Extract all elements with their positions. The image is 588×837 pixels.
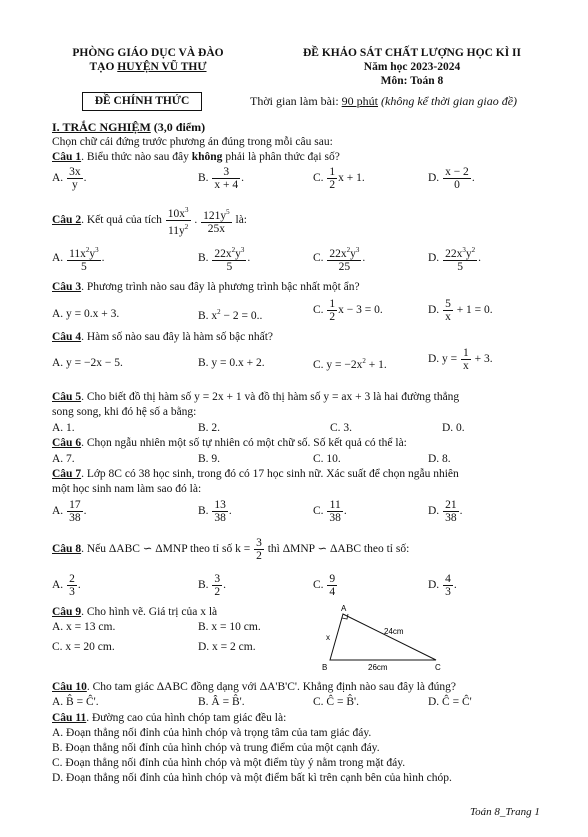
- q10-option-b[interactable]: B. Â = B̂'.: [198, 696, 245, 708]
- q3-option-a[interactable]: A. y = 0.x + 3.: [52, 308, 120, 320]
- q7-option-d[interactable]: D. $\frac{21}{38}$ .: [428, 499, 463, 524]
- question-4: Câu 4. Hàm số nào sau đây là hàm số bậc nhất?: [52, 331, 274, 343]
- q6-option-c[interactable]: C. 10.: [313, 453, 341, 465]
- q9-option-d[interactable]: D. x = 2 cm.: [198, 641, 256, 653]
- q2-option-d[interactable]: D. $\frac{22x^3y^2}{5}$ .: [428, 246, 481, 273]
- page-footer: Toán 8_Trang 1: [470, 806, 540, 818]
- question-6: Câu 6. Chọn ngẫu nhiên một số tự nhiên có một chữ số. Số kết quả có thể là:: [52, 437, 407, 449]
- q8-option-b[interactable]: B. $\frac{3}{2}$ .: [198, 573, 227, 598]
- department-line2: TẠO HUYỆN VŨ THƯ: [89, 61, 207, 73]
- q3-option-b[interactable]: B. $x^2 - 2 = 0$..: [198, 308, 263, 322]
- q5-option-d[interactable]: D. 0.: [442, 422, 465, 434]
- q8-option-a[interactable]: A. $\frac{2}{3}$ .: [52, 573, 81, 598]
- side-bc-label: 26cm: [368, 663, 388, 672]
- question-3: Câu 3. Phương trình nào sau đây là phương trình bậc nhất một ẩn?: [52, 281, 360, 293]
- district-name: HUYỆN VŨ THƯ: [117, 61, 207, 73]
- q3-option-c[interactable]: C. $\frac{1}{2}$ x − 3 = 0.: [313, 298, 383, 323]
- section-instruction: Chọn chữ cái đứng trước phương án đúng trong mỗi câu sau:: [52, 136, 333, 148]
- q11-option-b[interactable]: B. Đoạn thẳng nối đỉnh của hình chóp và trung điểm của một cạnh đáy.: [52, 742, 380, 754]
- time-value: 90 phút: [341, 94, 379, 108]
- q2-option-a[interactable]: A. $\frac{11x^2y^3}{5}$ .: [52, 246, 105, 273]
- q1-option-d[interactable]: D. $\frac{x - 2}{0}$ .: [428, 166, 475, 191]
- vertex-a-label: A: [341, 604, 347, 613]
- exam-title: ĐỀ KHẢO SÁT CHẤT LƯỢNG HỌC KÌ II: [302, 47, 521, 59]
- question-5-line2: song song, khi đó hệ số a bằng:: [52, 406, 197, 418]
- q7-option-b[interactable]: B. $\frac{13}{38}$ .: [198, 499, 232, 524]
- q11-option-a[interactable]: A. Đoạn thẳng nối đỉnh của hình chóp và trọng tâm của tam giác đáy.: [52, 727, 372, 739]
- official-badge: ĐỀ CHÍNH THỨC: [82, 92, 202, 111]
- question-9: Câu 9. Cho hình vẽ. Giá trị của x là: [52, 606, 218, 618]
- q6-option-a[interactable]: A. 7.: [52, 453, 75, 465]
- q1-option-c[interactable]: C. $\frac{1}{2}$ x + 1.: [313, 166, 365, 191]
- triangle-figure: [318, 604, 448, 672]
- q2-option-b[interactable]: B. $\frac{22x^2y^3}{5}$ .: [198, 246, 251, 273]
- q3-option-d[interactable]: D. $\frac{5}{x}$ + 1 = 0.: [428, 298, 493, 323]
- q10-option-d[interactable]: D. Ĉ = Ĉ': [428, 696, 472, 708]
- q5-option-a[interactable]: A. 1.: [52, 422, 75, 434]
- department-line1: PHÒNG GIÁO DỤC VÀ ĐÀO: [72, 47, 224, 59]
- q1-option-a[interactable]: A. $\frac{3x}{y}$ .: [52, 166, 87, 191]
- q7-option-a[interactable]: A. $\frac{17}{38}$ .: [52, 499, 87, 524]
- q9-option-c[interactable]: C. x = 20 cm.: [52, 641, 115, 653]
- time-limit: Thời gian làm bài: 90 phút (không kể thời gian giao đề): [250, 94, 518, 108]
- q5-option-c[interactable]: C. 3.: [330, 422, 353, 434]
- q4-option-c[interactable]: C. $y = -2x^2 + 1$.: [313, 357, 387, 371]
- q10-option-c[interactable]: C. Ĉ = B̂'.: [313, 696, 359, 708]
- q7-option-c[interactable]: C. $\frac{11}{38}$ .: [313, 499, 347, 524]
- q11-option-c[interactable]: C. Đoạn thẳng nối đỉnh của hình chóp và một điểm tùy ý nằm trong mặt đáy.: [52, 757, 406, 769]
- q6-option-d[interactable]: D. 8.: [428, 453, 451, 465]
- vertex-b-label: B: [322, 663, 328, 672]
- q9-option-b[interactable]: B. x = 10 cm.: [198, 621, 261, 633]
- question-7: Câu 7. Lớp 8C có 38 học sinh, trong đó có 17 học sinh nữ. Xác suất để chọn ngẫu nhiên: [52, 468, 459, 480]
- side-ab-label: x: [326, 633, 330, 642]
- question-11: Câu 11. Đường cao của hình chóp tam giác đều là:: [52, 712, 287, 724]
- q8-option-d[interactable]: D. $\frac{4}{3}$ .: [428, 573, 457, 598]
- question-10: Câu 10. Cho tam giác ΔABC đồng dạng với ΔA'B'C'. Khẳng định nào sau đây là đúng?: [52, 681, 456, 693]
- q4-option-d[interactable]: D. y = $\frac{1}{x}$ + 3.: [428, 347, 493, 372]
- q4-option-b[interactable]: B. y = 0.x + 2.: [198, 357, 265, 369]
- q10-option-a[interactable]: A. B̂ = Ĉ'.: [52, 696, 99, 708]
- q9-option-a[interactable]: A. x = 13 cm.: [52, 621, 116, 633]
- question-7-line2: một học sinh nam làm sao đó là:: [52, 483, 202, 495]
- department-header: [48, 46, 248, 74]
- q4-option-a[interactable]: A. y = −2x − 5.: [52, 357, 123, 369]
- side-ac-label: 24cm: [384, 627, 404, 636]
- q8-option-c[interactable]: C. $\frac{9}{4}$: [313, 573, 336, 598]
- q11-option-d[interactable]: D. Đoạn thẳng nối đỉnh của hình chóp và một điểm bất kì trên cạnh bên của hình chóp.: [52, 772, 452, 784]
- vertex-c-label: C: [435, 663, 441, 672]
- triangle-abc: [330, 614, 436, 660]
- q6-option-b[interactable]: B. 9.: [198, 453, 221, 465]
- subject: Môn: Toán 8: [380, 75, 444, 87]
- time-note: (không kể thời gian giao đề): [378, 94, 518, 108]
- q5-option-b[interactable]: B. 2.: [198, 422, 221, 434]
- question-8: Câu 8. Nếu ΔABC ∽ ΔMNP theo tỉ số k = $\frac{3}{2}$ thì ΔMNP ∽ ΔABC theo tỉ số:: [52, 537, 410, 562]
- q2-option-c[interactable]: C. $\frac{22x^2y^3}{25}$ .: [313, 246, 366, 273]
- school-year: Năm học 2023-2024: [363, 61, 461, 73]
- section-title: I. TRẮC NGHIỆM (3,0 điểm): [52, 120, 206, 134]
- question-5: Câu 5. Cho biết đồ thị hàm số y = 2x + 1 và đồ thị hàm số y = ax + 3 là hai đường thẳng: [52, 391, 460, 403]
- question-1: Câu 1. Biểu thức nào sau đây không phải là phân thức đại số?: [52, 151, 340, 163]
- question-2: Câu 2. Kết quả của tích $\frac{10x^3}{11y^2}$ . $\frac{121y^5}{25x}$ là:: [52, 206, 247, 237]
- q1-option-b[interactable]: B. $\frac{3}{x + 4}$ .: [198, 166, 245, 191]
- exam-header: [262, 46, 562, 88]
